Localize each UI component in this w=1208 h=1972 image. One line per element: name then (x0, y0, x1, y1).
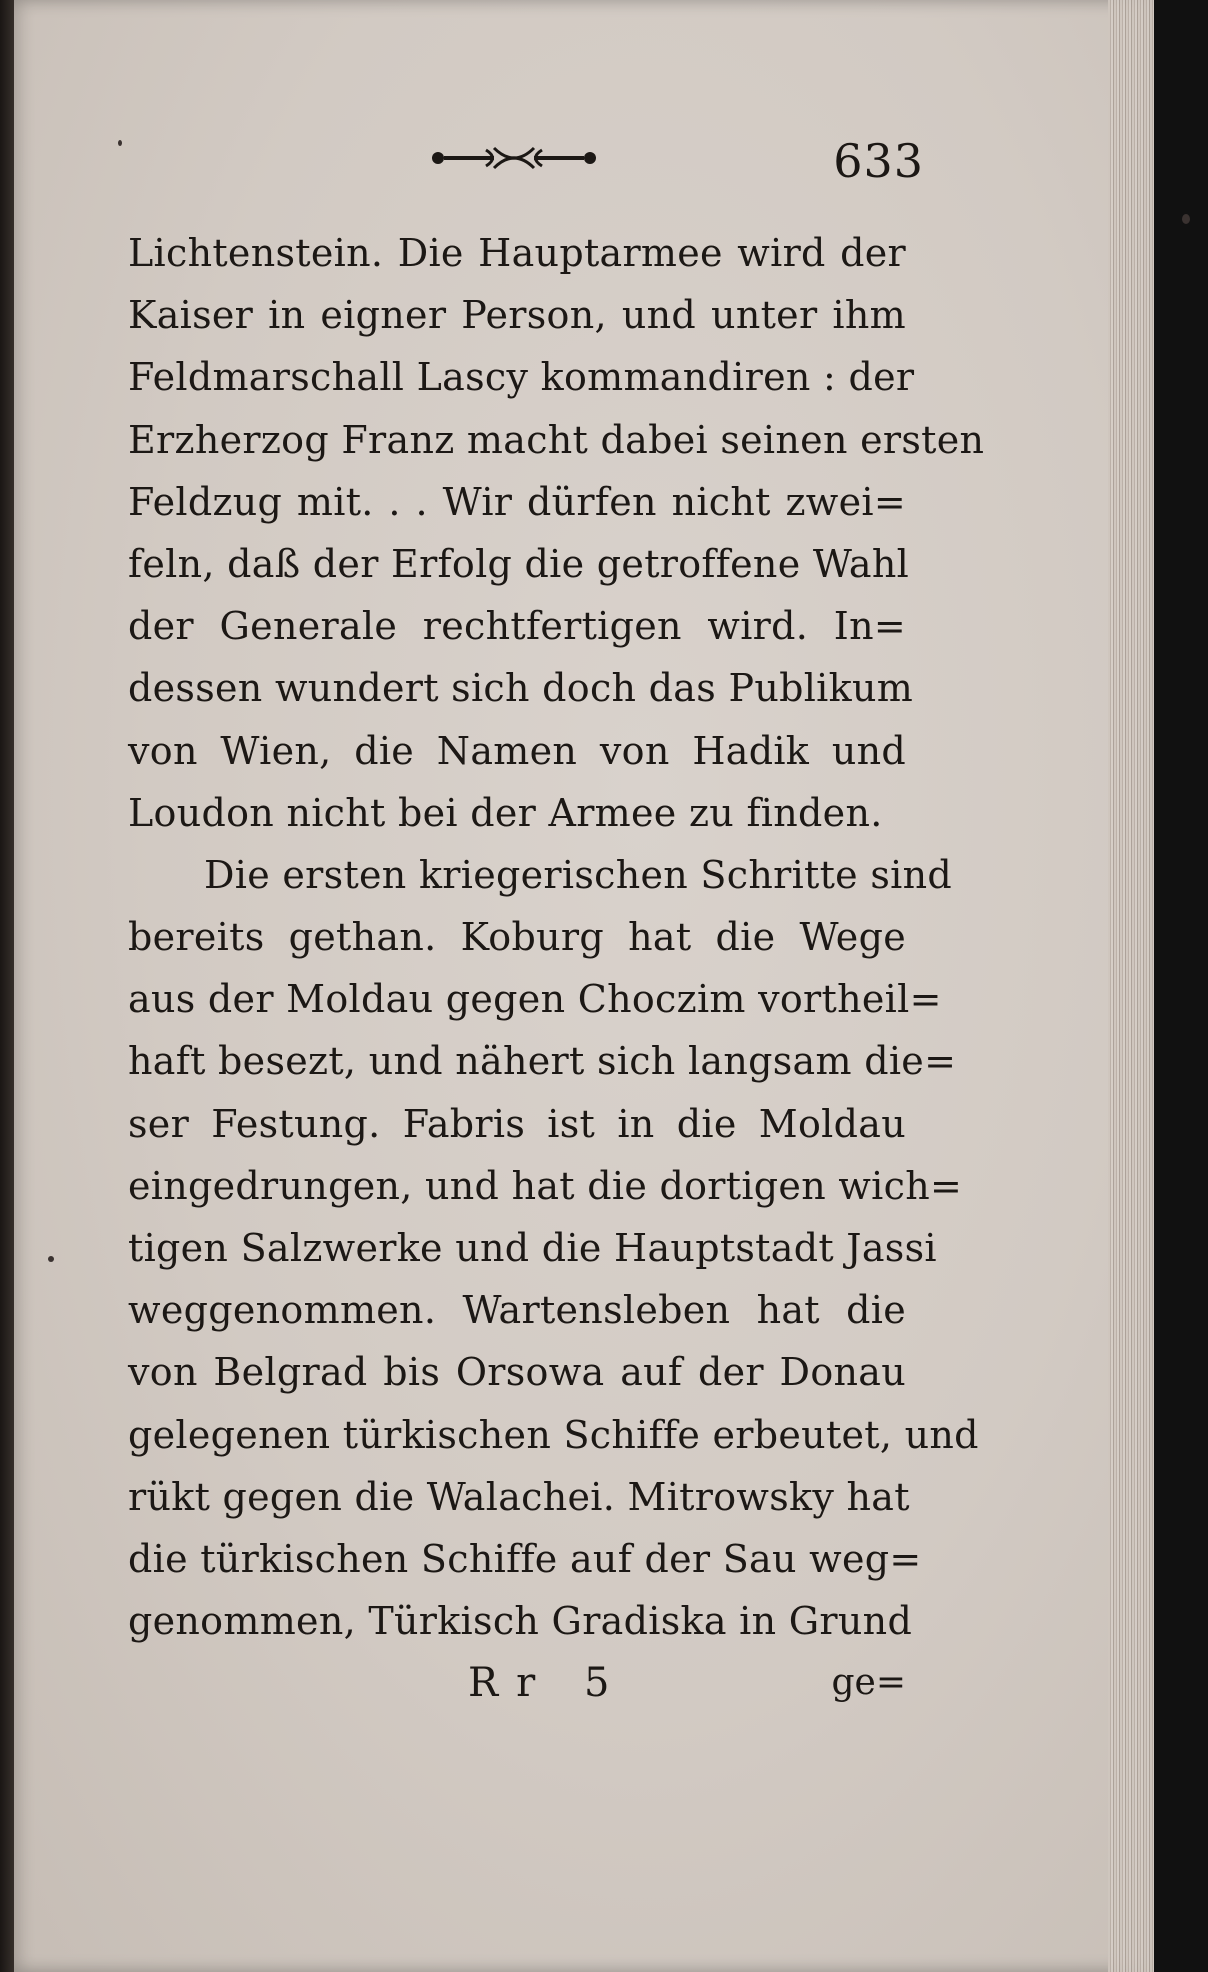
paper-speck (1182, 214, 1190, 224)
text-line: feln, daß der Erfolg die getroffene Wahl (128, 541, 910, 586)
text-line: haft besezt, und nähert sich langsam die= (128, 1039, 957, 1084)
paper-speck (48, 1256, 54, 1262)
text-line: der Generale rechtfertigen wird. In= (128, 604, 906, 649)
paper-speck (118, 140, 122, 146)
text-line: bereits gethan. Koburg hat die Wege (128, 915, 906, 960)
page-header (114, 132, 924, 202)
text-line: Feldmarschall Lascy kommandiren : der (128, 355, 915, 400)
text-line: Lichtenstein. Die Hauptarmee wird der (128, 231, 906, 275)
paragraph-first-line: Die ersten kriegerischen Schritte sind (204, 852, 952, 897)
text-line: Loudon nicht bei der Armee zu finden. (128, 790, 883, 835)
text-line: ser Festung. Fabris ist in die Moldau (128, 1101, 906, 1146)
text-line: die türkischen Schiffe auf der Sau weg= (128, 1536, 922, 1581)
text-line: tigen Salzwerke und die Hauptstadt Jassi (128, 1226, 937, 1270)
catchword: ge= (831, 1662, 906, 1703)
text-line: Feldzug mit. . . Wir dürfen nicht zwei= (128, 479, 906, 524)
page (14, 0, 1154, 1972)
text-line: gelegenen türkischen Schiffe erbeutet, und (128, 1412, 979, 1457)
text-line: genommen, Türkisch Gradiska in Grund (128, 1599, 913, 1644)
text-line: aus der Moldau gegen Choczim vortheil= (128, 977, 942, 1022)
signature-mark: Rr 5 (468, 1660, 628, 1706)
page-number: 633 (833, 134, 924, 188)
text-line: Erzherzog Franz macht dabei seinen ersten (128, 417, 985, 462)
text-line: rükt gegen die Walachei. Mitrowsky hat (128, 1474, 910, 1519)
page-edges (1108, 0, 1154, 1972)
text-line: eingedrungen, und hat die dortigen wich= (128, 1163, 963, 1208)
text-line: weggenommen. Wartensleben hat die (128, 1288, 906, 1333)
body-text (128, 222, 985, 1652)
text-line: von Wien, die Namen von Hadik und (128, 728, 906, 773)
text-line: Kaiser in eigner Person, und unter ihm (128, 293, 906, 338)
text-line: von Belgrad bis Orsowa auf der Donau (128, 1350, 906, 1395)
page-footer (128, 1660, 906, 1720)
text-line: dessen wundert sich doch das Publikum (128, 666, 914, 711)
typographic-ornament-icon (424, 138, 604, 178)
